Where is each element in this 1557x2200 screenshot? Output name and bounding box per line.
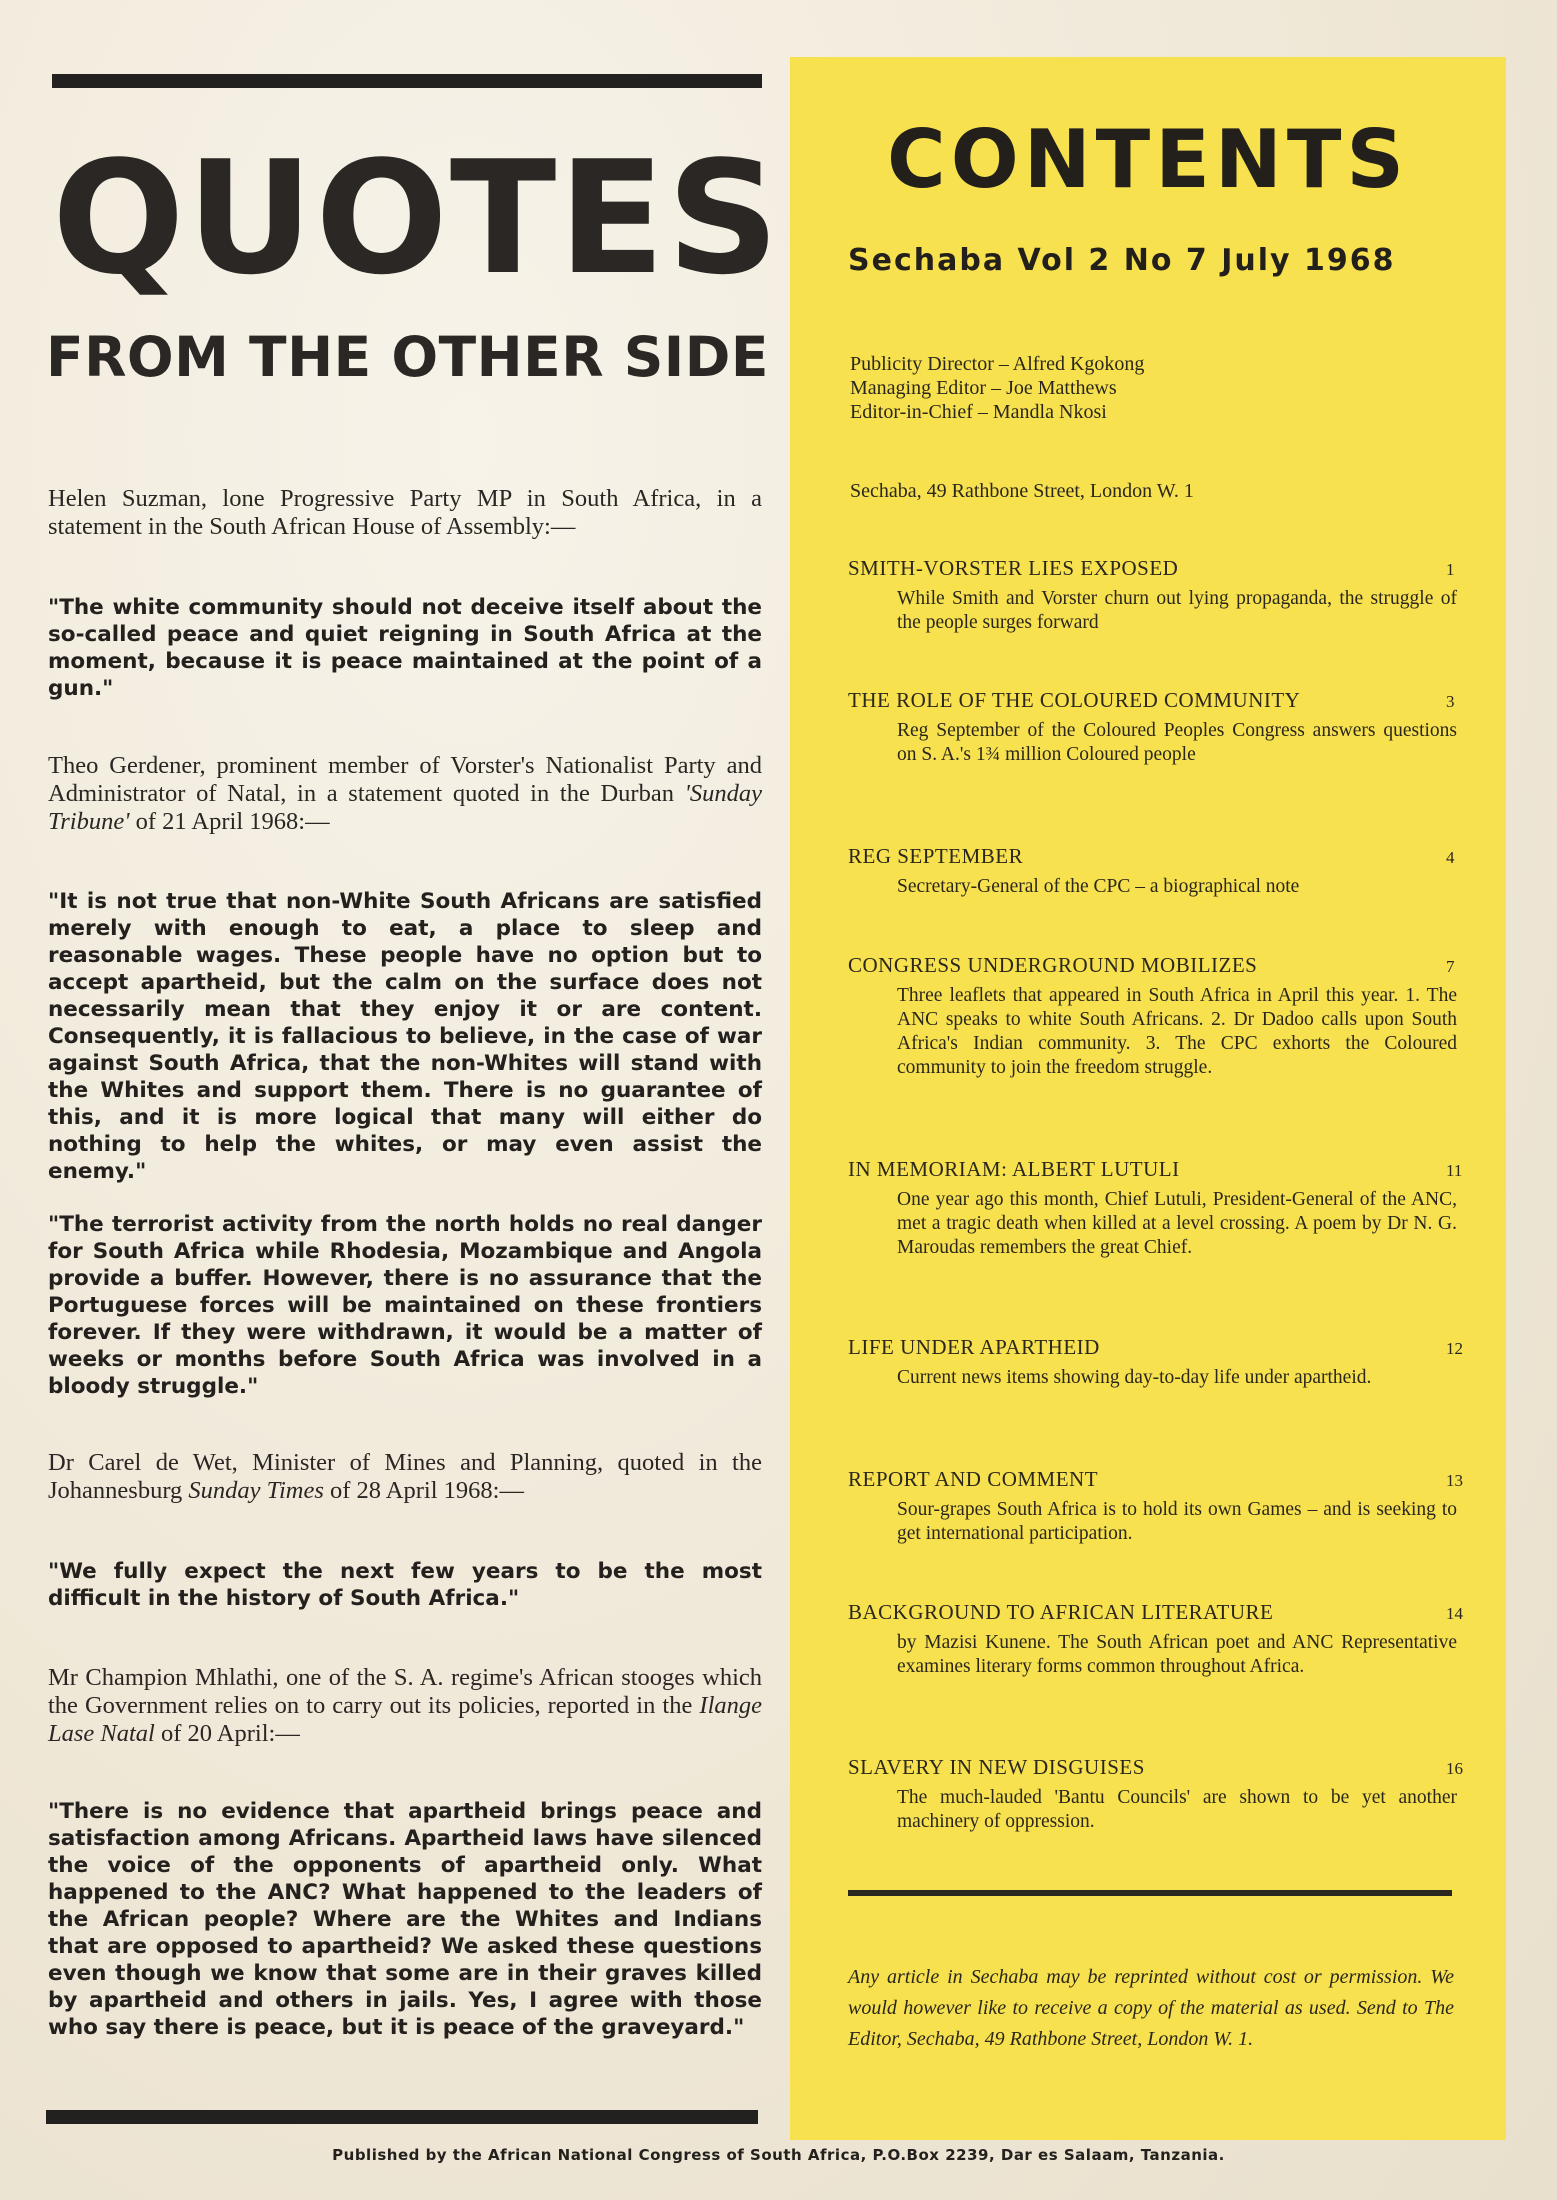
contents-entry[interactable] [848, 1467, 1468, 1546]
staff-item: Managing Editor – Joe Matthews [850, 377, 1117, 399]
entry-title: REG SEPTEMBER [848, 844, 1024, 868]
entry-description: While Smith and Vorster churn out lying propaganda, the struggle of the people surges forward [897, 588, 1457, 633]
intro-text: Theo Gerdener, prominent member of Vorster's Nationalist Party and Administrator of Natal, in a statement quoted in the Durban [48, 752, 762, 807]
quote-de-wet: "We fully expect the next few years to be the most difficult in the history of South Africa." [48, 1559, 762, 1611]
staff-item: Editor-in-Chief – Mandla Nkosi [850, 401, 1107, 423]
publication-name: Sunday Times [188, 1477, 324, 1504]
entry-description: Three leaflets that appeared in South Africa in April this year. 1. The ANC speaks to white South Africans. 2. Dr Dadoo calls upon South Africa's Indian community. 3. The CPC exhorts the Coloured community to join the freedom struggle. [897, 985, 1457, 1078]
entry-page-number: 3 [1446, 692, 1455, 711]
entry-title: IN MEMORIAM: ALBERT LUTULI [848, 1157, 1180, 1181]
intro-text: of 20 April:— [154, 1720, 300, 1747]
issue-line: Sechaba Vol 2 No 7 July 1968 [848, 243, 1396, 278]
entry-page-number: 14 [1446, 1604, 1463, 1623]
intro-text: of 21 April 1968:— [129, 808, 330, 835]
entry-page-number: 7 [1446, 957, 1455, 976]
contents-rule [848, 1890, 1452, 1896]
entry-title: SMITH-VORSTER LIES EXPOSED [848, 556, 1179, 580]
entry-description: Sour-grapes South Africa is to hold its own Games – and is seeking to get international participation. [897, 1499, 1457, 1544]
contents-entry[interactable] [848, 844, 1468, 899]
quote-gerdener: "It is not true that non-White South Africans are satisfied merely with enough to eat, a place to sleep and reasonable wages. These people have no option but to accept apartheid, but the calm on the surface does not necessarily mean that they enjoy it or are content. Consequently, it is fallacious to believe, in the case of war against South Africa, that the non-Whites will stand with the Whites and support them. There is no guarantee of this, and it is more logical that many will either do nothing to help the whites, or may even assist the enemy." [48, 889, 762, 1184]
entry-description: Secretary-General of the CPC – a biographical note [897, 876, 1300, 897]
contents-title: CONTENTS [886, 113, 1410, 206]
entry-page-number: 1 [1446, 560, 1455, 579]
entry-page-number: 16 [1446, 1759, 1463, 1778]
entry-page-number: 11 [1446, 1161, 1463, 1180]
address: Sechaba, 49 Rathbone Street, London W. 1 [850, 480, 1194, 502]
staff-item: Publicity Director – Alfred Kgokong [850, 353, 1145, 375]
entry-title: SLAVERY IN NEW DISGUISES [848, 1755, 1145, 1779]
reprint-notice: Any article in Sechaba may be reprinted without cost or permission. We would however like to receive a copy of the material as used. Send to The Editor, Sechaba, 49 Rathbone Street, London W. 1. [848, 1966, 1454, 2050]
contents-entry[interactable] [848, 1755, 1468, 1834]
intro-gerdener [48, 752, 762, 836]
entry-title: REPORT AND COMMENT [848, 1467, 1099, 1491]
entry-title: LIFE UNDER APARTHEID [848, 1335, 1100, 1359]
entry-page-number: 13 [1446, 1471, 1463, 1490]
intro-text: Dr Carel de Wet, Minister of Mines and Planning, quoted in the Johannesburg [48, 1449, 762, 1504]
contents-entry[interactable] [848, 688, 1468, 767]
top-rule [52, 74, 762, 88]
entry-title: CONGRESS UNDERGROUND MOBILIZES [848, 953, 1258, 977]
publisher-line: Published by the African National Congress of South Africa, P.O.Box 2239, Dar es Salaam, Tanzania. [332, 2146, 1225, 2164]
publication-name: 'Sunday Tribune' [48, 780, 762, 835]
intro-de-wet [48, 1449, 762, 1505]
quote-suzman: "The white community should not deceive itself about the so-called peace and quiet reigning in South Africa at the moment, because it is peace maintained at the point of a gun." [48, 595, 762, 701]
intro-text: Mr Champion Mhlathi, one of the S. A. regime's African stooges which the Government relies on to carry out its policies, reported in the [48, 1664, 762, 1719]
entry-description: One year ago this month, Chief Lutuli, President-General of the ANC, met a tragic death when killed at a level crossing. A poem by Dr N. G. Maroudas remembers the great Chief. [897, 1189, 1457, 1258]
contents-entry[interactable] [848, 556, 1468, 635]
entry-title: THE ROLE OF THE COLOURED COMMUNITY [848, 688, 1301, 712]
intro-mhlathi [48, 1664, 762, 1748]
quote-mhlathi: "There is no evidence that apartheid brings peace and satisfaction among Africans. Apartheid laws have silenced the voice of the opponents of apartheid only. What happened to the ANC? What happened to the leaders of the African people? Where are the Whites and Indians that are opposed to apartheid? We asked these questions even though we know that some are in their graves killed by apartheid and others in jails. Yes, I agree with those who say there is peace, but it is peace of the graveyard." [48, 1799, 762, 2040]
staff-list [850, 352, 1450, 424]
quote-gerdener-2: "The terrorist activity from the north holds no real danger for South Africa while Rhodesia, Mozambique and Angola provide a buffer. However, there is no assurance that the Portuguese forces will be maintained on these frontiers forever. If they were withdrawn, it would be a matter of weeks or months before South Africa was involved in a bloody struggle." [48, 1212, 762, 1399]
contents-entry[interactable] [848, 1335, 1468, 1390]
entry-description: by Mazisi Kunene. The South African poet and ANC Representative examines literary forms common throughout Africa. [897, 1632, 1457, 1677]
entry-description: Reg September of the Coloured Peoples Congress answers questions on S. A.'s 1¾ million Coloured people [897, 720, 1457, 765]
bottom-rule [46, 2110, 758, 2124]
entry-description: Current news items showing day-to-day life under apartheid. [897, 1367, 1372, 1388]
entry-title: BACKGROUND TO AFRICAN LITERATURE [848, 1600, 1274, 1624]
quotes-subtitle: FROM THE OTHER SIDE [46, 325, 769, 389]
entry-description: The much-lauded 'Bantu Councils' are shown to be yet another machinery of oppression. [897, 1787, 1457, 1832]
contents-entry[interactable] [848, 953, 1468, 1080]
contents-entry[interactable] [848, 1157, 1468, 1260]
entry-page-number: 12 [1446, 1339, 1463, 1358]
intro-suzman: Helen Suzman, lone Progressive Party MP in South Africa, in a statement in the South African House of Assembly:— [48, 485, 762, 540]
entry-page-number: 4 [1446, 848, 1455, 867]
contents-entry[interactable] [848, 1600, 1468, 1679]
quotes-title: QUOTES [52, 127, 782, 309]
publication-name: Ilange Lase Natal [48, 1692, 762, 1747]
intro-text: of 28 April 1968:— [323, 1477, 524, 1504]
